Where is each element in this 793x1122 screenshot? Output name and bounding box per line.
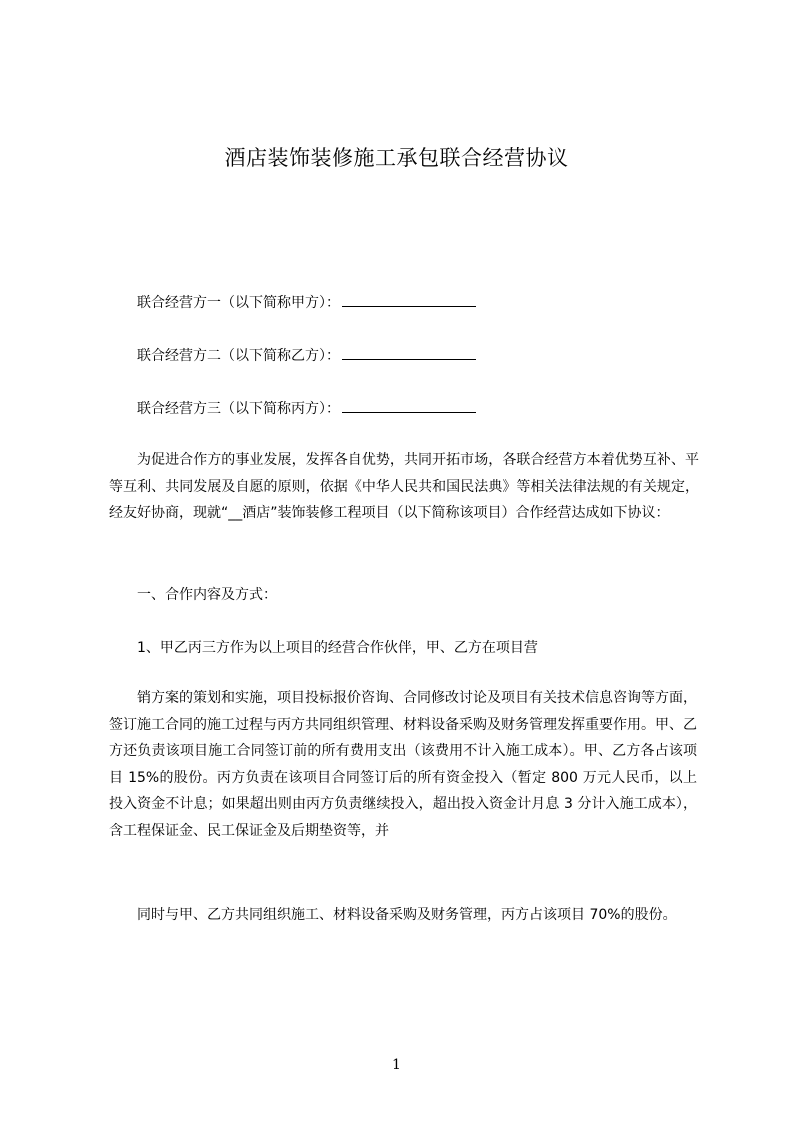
page-number: 1 — [392, 1057, 401, 1073]
clause-one-continuation: 同时与甲、乙方共同组织施工、材料设备采购及财务管理，丙方占该项目 70%的股份。 — [137, 907, 677, 923]
intro-paragraph: 为促进合作方的事业发展，发挥各自优势，共同开拓市场，各联合经营方本着优势互补、平等互利、共同发展及自愿的原则，依据《中华人民共和国民法典》等相关法律法规的有关规定，经友好协商，现就“__酒店”装饰装修工程项目（以下简称该项目）合作经营达成如下协议： — [109, 452, 699, 521]
party-two-blank — [342, 345, 476, 360]
clause-one-first-line: 1、甲乙丙三方作为以上项目的经营合作伙伴，甲、乙方在项目营 — [137, 640, 538, 656]
party-three-blank — [342, 398, 476, 413]
party-one-line — [137, 292, 476, 313]
party-one-label: 联合经营方一（以下简称甲方）： — [137, 295, 340, 311]
section-one-heading: 一、合作内容及方式： — [137, 587, 277, 603]
clause-one-body: 销方案的策划和实施，项目投标报价咨询、合同修改讨论及项目有关技术信息咨询等方面，签订施工合同的施工过程与丙方共同组织管理、材料设备采购及财务管理发挥重要作用。甲、乙方还负责该项目施工合同签订前的所有费用支出（该费用不计入施工成本）。甲、乙方各占该项目 15%的股份。丙方负责在该项目合同签订后的所有资金投入（暂定 800 万元人民币，以上投入资金不计息；如果超出则由丙方负责继续投入，超出投入资金计月息 3 分计入施工成本），含工程保证金、民工保证金及后期垫资等，并 — [109, 690, 697, 839]
party-three-label: 联合经营方三（以下简称丙方）： — [137, 401, 340, 417]
party-one-blank — [342, 292, 476, 307]
party-two-line — [137, 345, 476, 366]
party-two-label: 联合经营方二（以下简称乙方）： — [137, 348, 340, 364]
party-three-line — [137, 398, 476, 419]
document-title: 酒店装饰装修施工承包联合经营协议 — [224, 146, 569, 170]
